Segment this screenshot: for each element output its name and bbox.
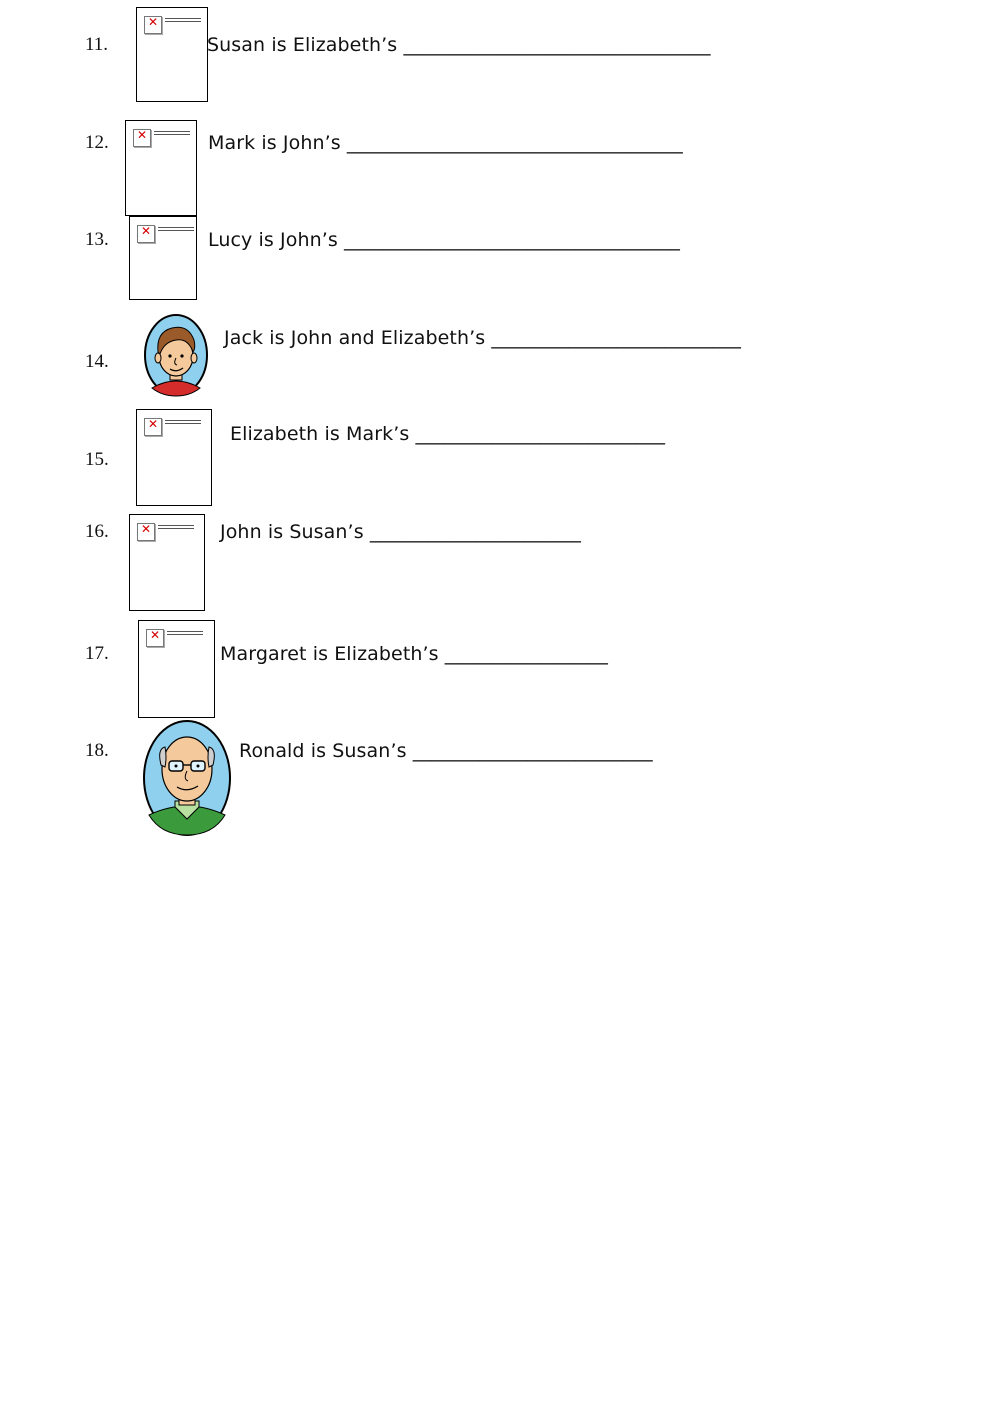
- question-number: 12.: [85, 132, 109, 153]
- question-number: 15.: [85, 449, 109, 470]
- question-sentence: Ronald is Susan’s _________________________: [239, 740, 653, 762]
- broken-image-icon: ✕: [138, 620, 215, 718]
- question-sentence: Jack is John and Elizabeth’s __________________________: [224, 327, 741, 349]
- grandfather-portrait: [141, 719, 233, 839]
- question-number: 13.: [85, 229, 109, 250]
- young-man-portrait: [142, 312, 210, 398]
- broken-image-icon: ✕: [136, 409, 212, 506]
- question-number: 17.: [85, 643, 109, 664]
- question-sentence: Elizabeth is Mark’s __________________________: [230, 423, 666, 445]
- question-sentence: Margaret is Elizabeth’s _________________: [220, 643, 609, 665]
- question-number: 14.: [85, 351, 109, 372]
- question-number: 16.: [85, 521, 109, 542]
- broken-image-icon: ✕: [129, 216, 197, 300]
- question-sentence: Susan is Elizabeth’s ________________________________: [207, 34, 711, 56]
- question-sentence: Lucy is John’s ___________________________________: [208, 229, 681, 251]
- question-number: 18.: [85, 740, 109, 761]
- question-sentence: John is Susan’s ______________________: [220, 521, 582, 543]
- question-sentence: Mark is John’s ___________________________________: [208, 132, 683, 154]
- broken-image-icon: ✕: [136, 7, 208, 102]
- question-number: 11.: [85, 34, 109, 55]
- broken-image-icon: ✕: [125, 120, 197, 216]
- broken-image-icon: ✕: [129, 514, 205, 611]
